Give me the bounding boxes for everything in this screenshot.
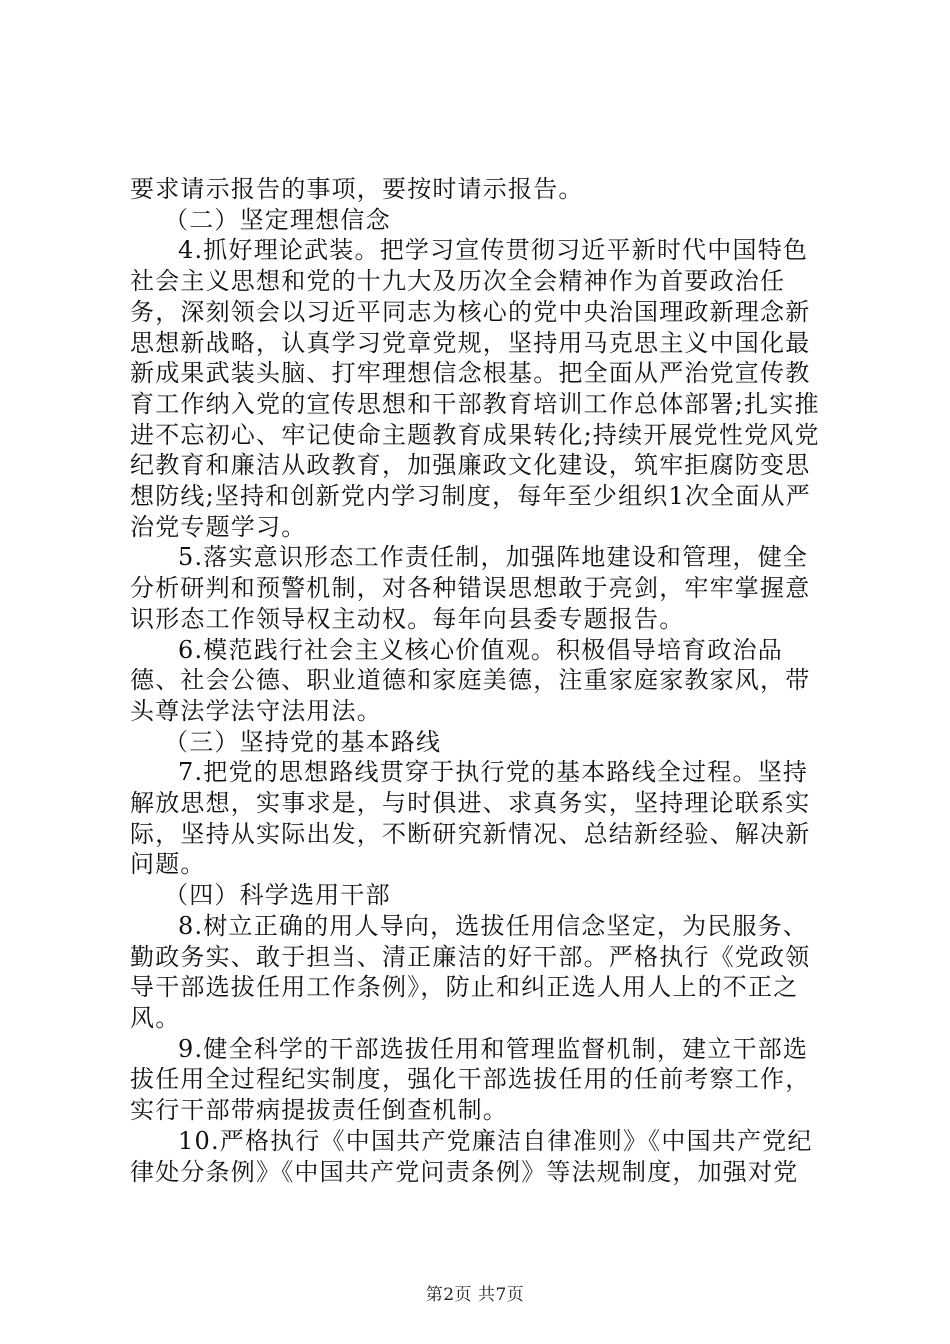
page-number-footer: 第2页 共7页 [425, 1285, 525, 1305]
document-body [130, 174, 830, 1187]
paragraph-item-8: 8.树立正确的用人导向，选拔任用信念坚定，为民服务、勤政务实、敢于担当、清正廉洁的好干部。严格执行《党政领导干部选拔任用工作条例》，防止和纠正选人用人上的不正之风。 [130, 911, 811, 1032]
paragraph-item-10: 10.严格执行《中国共产党廉洁自律准则》《中国共产党纪律处分条例》《中国共产党问责条例》等法规制度，加强对党 [130, 1126, 813, 1186]
paragraph-item-7: 7.把党的思想路线贯穿于执行党的基本路线全过程。坚持解放思想，实事求是，与时俱进、求真务实，坚持理论联系实际，坚持从实际出发，不断研究新情况、总结新经验、解决新问题。 [130, 758, 811, 879]
section-heading-four: （四）科学选用干部 [164, 881, 391, 910]
paragraph-item-4: 4.抓好理论武装。把学习宣传贯彻习近平新时代中国特色社会主义思想和党的十九大及历次全会精神作为首要政治任务，深刻领会以习近平同志为核心的党中央治国理政新理念新思想新战略，认真学习党章党规，坚持用马克思主义中国化最新成果武装头脑、打牢理想信念根基。把全面从严治党宣传教育工作纳入党的宣传思想和干部教育培训工作总体部署;扎实推进不忘初心、牢记使命主题教育成果转化;持续开展党性党风党纪教育和廉洁从政教育，加强廉政文化建设，筑牢拒腐防变思想防线;坚持和创新党内学习制度，每年至少组织1次全面从严治党专题学习。 [130, 236, 820, 541]
section-heading-three: （三）坚持党的基本路线 [164, 727, 442, 756]
paragraph-item-9: 9.健全科学的干部选拔任用和管理监督机制，建立干部选拔任用全过程纪实制度，强化干部选拔任用的任前考察工作，实行干部带病提拔责任倒查机制。 [130, 1034, 811, 1125]
paragraph-continuation: 要求请示报告的事项，要按时请示报告。 [130, 175, 584, 203]
section-heading-two: （二）坚定理想信念 [164, 205, 391, 234]
paragraph-item-6: 6.模范践行社会主义核心价值观。积极倡导培育政治品德、社会公德、职业道德和家庭美德，注重家庭家教家风，带头尊法学法守法用法。 [130, 635, 811, 725]
paragraph-item-5: 5.落实意识形态工作责任制，加强阵地建设和管理，健全分析研判和预警机制，对各种错误思想敢于亮剑，牢牢掌握意识形态工作领导权主动权。每年向县委专题报告。 [130, 543, 811, 633]
